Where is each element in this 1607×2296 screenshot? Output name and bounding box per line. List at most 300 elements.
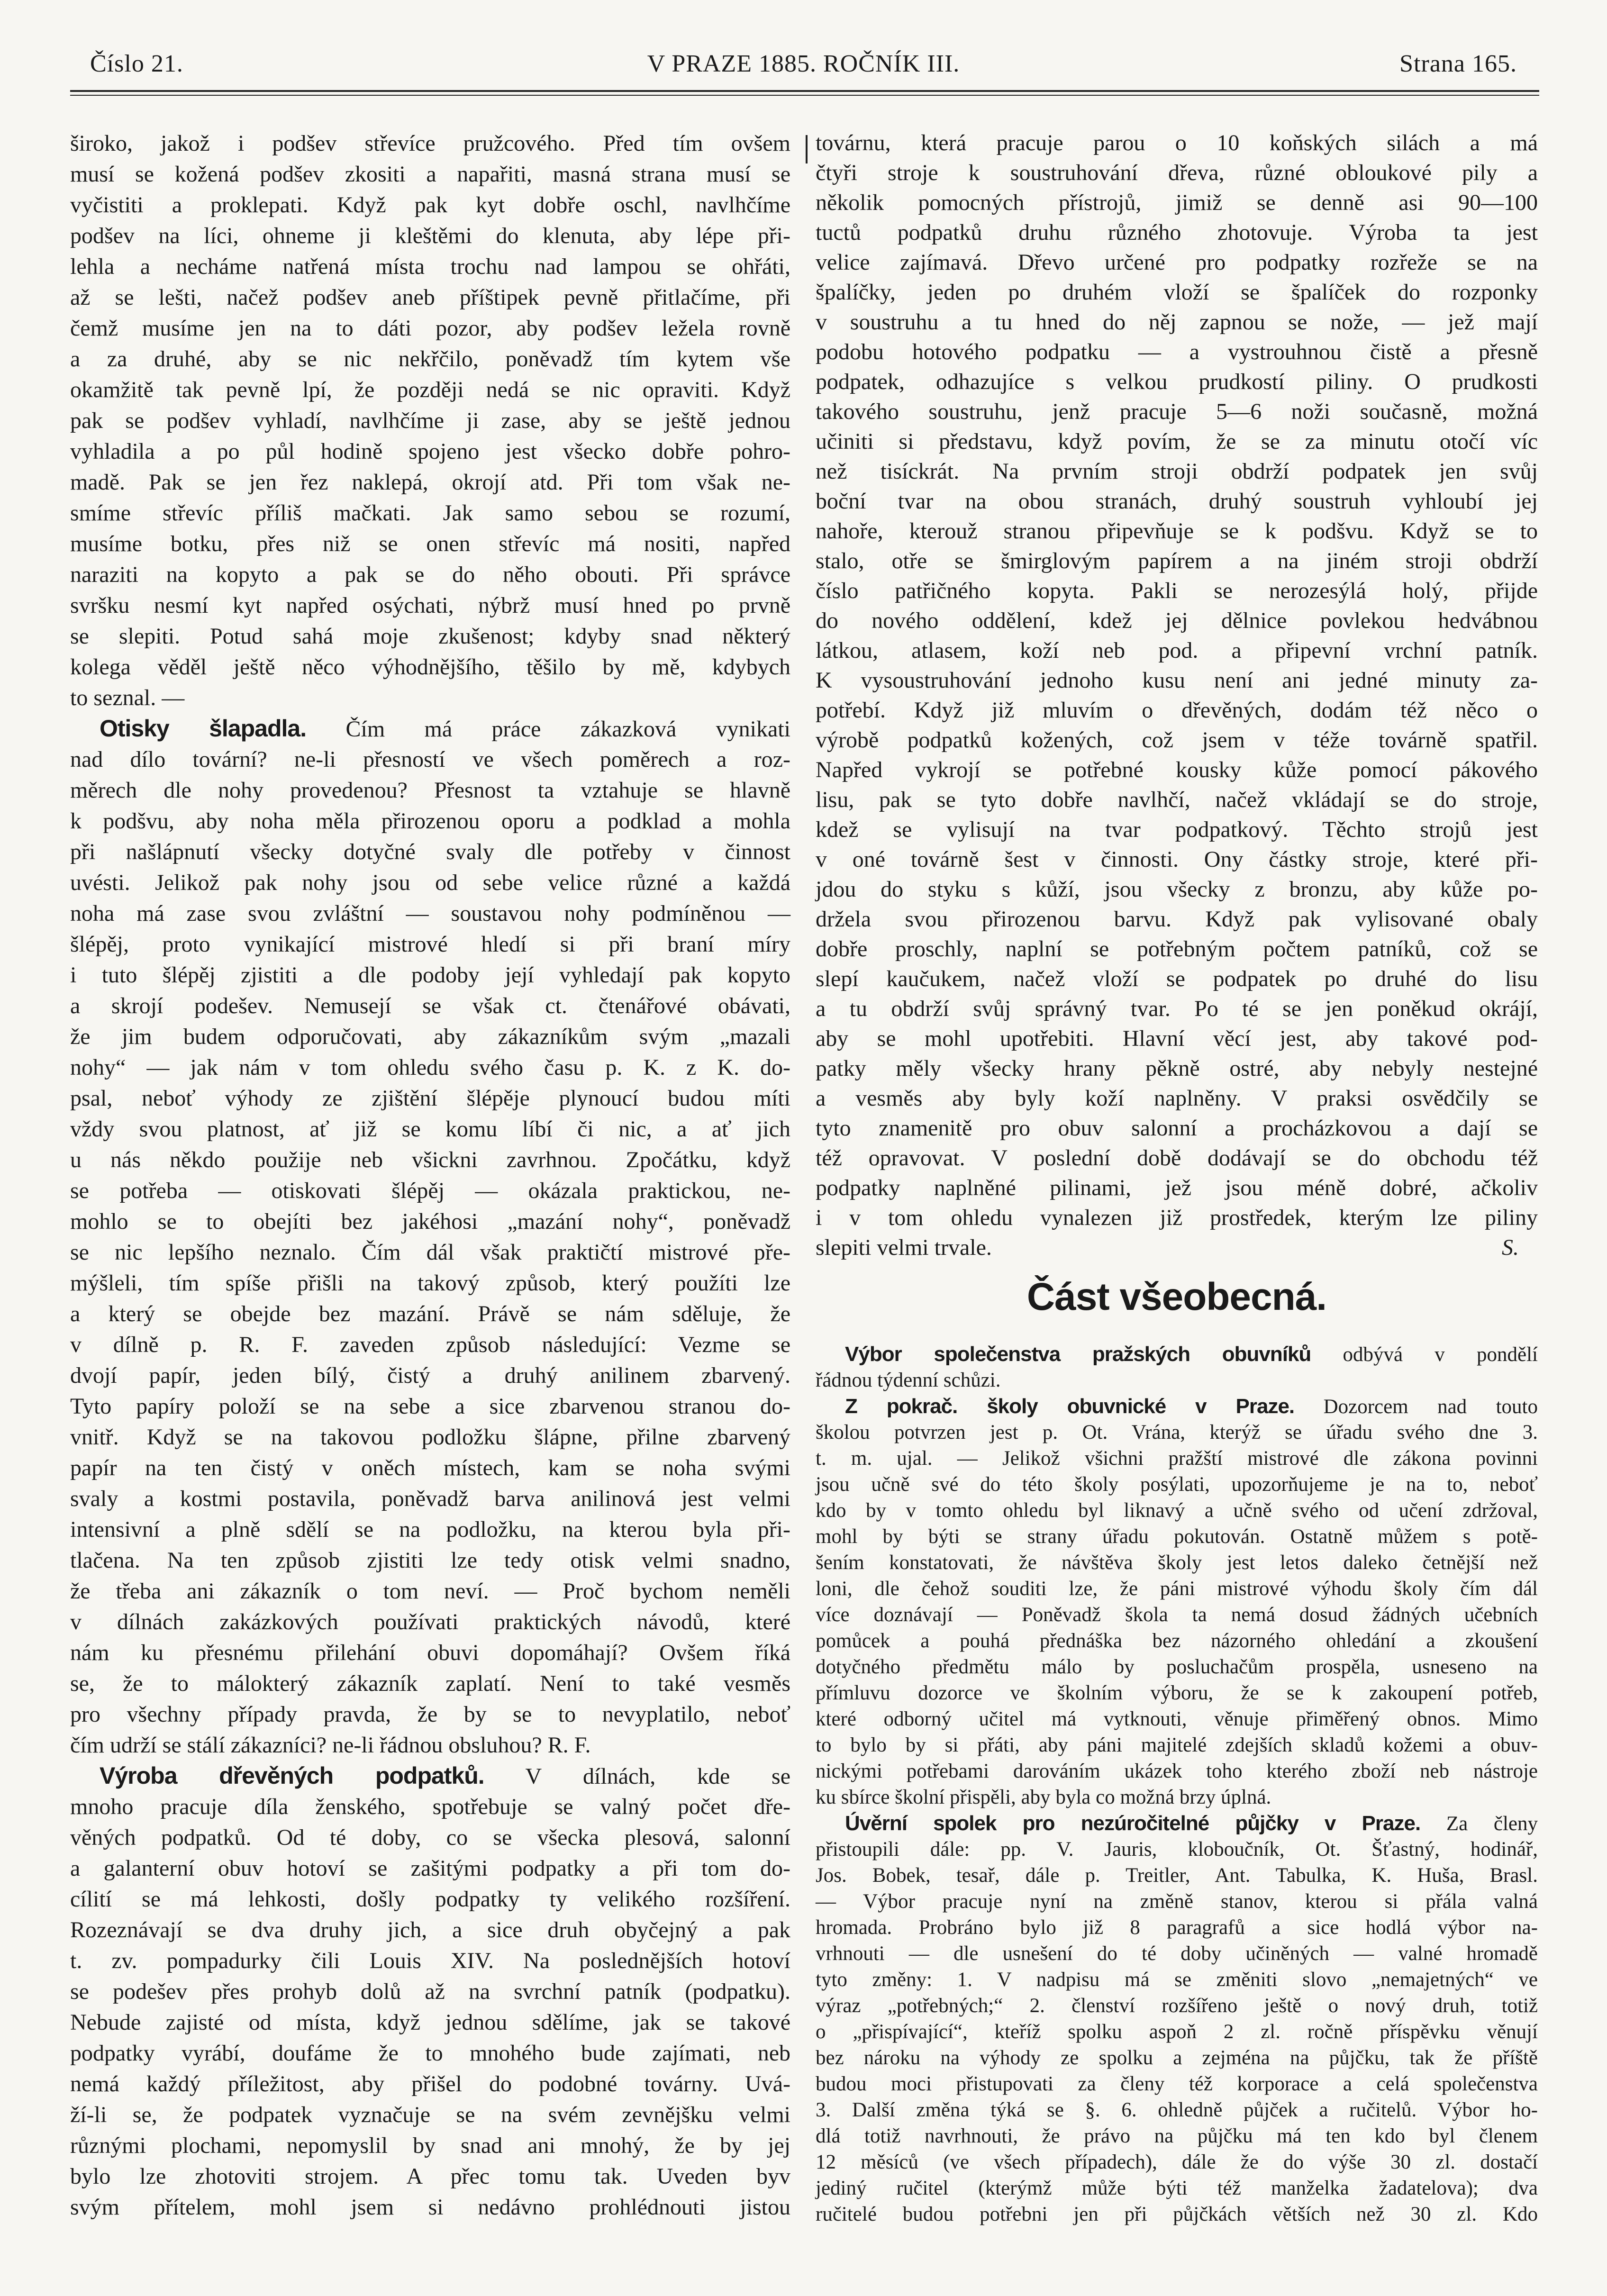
text-line: [816, 635, 1538, 665]
text-line: [816, 576, 1538, 606]
text-line: [70, 990, 790, 1021]
line-text: vnitř. Když se na takovou podložku šlápne, přilne zbarvený: [70, 1425, 790, 1450]
text-line: [70, 806, 790, 836]
line-text: i v tom ohledu vynalezen již prostředek, kterým lze piliny: [816, 1205, 1538, 1230]
line-text: u nás někdo použije neb všickni zavrhnou. Zpočátku, když: [70, 1147, 790, 1172]
line-text: psal, neboť výhody ze zjištění šlépěje plynoucí budou míti: [70, 1086, 790, 1111]
text-line: [816, 307, 1538, 337]
line-text: nickými potřebami darováním ukázek toho kterého zboží neb nástroje: [816, 1760, 1538, 1782]
line-text: mýšleli, tím spíše přišli na takový způsob, který použíti lze: [70, 1271, 790, 1296]
line-text: v dílně p. R. F. zaveden způsob následující: Vezme se: [70, 1332, 790, 1357]
text-line: [70, 1915, 790, 1945]
paragraph: [816, 1341, 1538, 1393]
line-text: kdo by v tomto ohledu byl liknavý a učně svého od učení zdržoval,: [816, 1499, 1538, 1522]
header-rule: [70, 90, 1539, 92]
line-text: vrhnouti — dle usnešení do té doby učiněných — valné hromadě: [816, 1942, 1538, 1965]
text-line: [816, 1233, 1538, 1262]
line-text: patky měly všecky hrany pěkně ostré, aby nebyly nestejné: [816, 1056, 1538, 1081]
text-line: [816, 1706, 1538, 1732]
text-line: [70, 251, 790, 282]
text-line: [816, 2097, 1538, 2123]
line-text: nad dílo tovární? ne-li přesností ve všech poměrech a roz-: [70, 747, 790, 772]
text-line: [70, 1606, 790, 1637]
text-line: [70, 436, 790, 467]
text-line: [70, 590, 790, 621]
line-text: než tisíckrát. Na prvním stroji obdrží podpatek jen svůj: [816, 459, 1538, 484]
line-text: odbývá v pondělí: [1311, 1343, 1538, 1366]
text-line: [816, 1602, 1538, 1628]
line-text: t. zv. pompadurky čili Louis XIV. Na poslednějších hotoví: [70, 1948, 790, 1973]
line-text: cílití se má lehkosti, došly podpatky ty velikého rozšíření.: [70, 1887, 790, 1912]
line-text: smíme střevíc příliš mačkati. Jak samo sebou se rozumí,: [70, 500, 790, 526]
text-line: [70, 1144, 790, 1175]
text-line: [70, 1298, 790, 1329]
text-line: [816, 2071, 1538, 2097]
line-text: též opravovat. V poslední době dodávají se do obchodu též: [816, 1145, 1538, 1171]
text-line: [816, 904, 1538, 934]
text-line: [70, 1884, 790, 1915]
paragraph-heading: Z pokrač. školy obuvnické v Praze.: [845, 1395, 1295, 1418]
paragraph: [816, 1393, 1538, 1810]
line-text: v soustruhu a tu hned do něj zapnou se nože, — jež mají: [816, 309, 1538, 335]
line-text: V dílnách, kde se: [484, 1764, 790, 1789]
text-line: [816, 1732, 1538, 1758]
text-line: [70, 374, 790, 405]
text-line: [70, 2069, 790, 2099]
text-line: [816, 815, 1538, 844]
line-text: budou moci přistupovati za členy též korporace a celá společenstva: [816, 2073, 1538, 2095]
line-text: při našlápnutí všecky dotyčné svaly dle potřeby v činnost: [70, 839, 790, 864]
line-text: musí se kožená podšev zkositi a napařiti, masná strana musí se: [70, 162, 790, 187]
text-line: [816, 367, 1538, 397]
text-line: [816, 1419, 1538, 1445]
line-text: Čím má práce zákazková vynikati: [306, 717, 790, 742]
text-line: [70, 528, 790, 559]
line-text: Za členy: [1420, 1813, 1538, 1835]
text-line: [70, 1206, 790, 1237]
line-text: jediný ručitel (kterýmž může býti též manželka žadatelova); dva: [816, 2177, 1538, 2199]
text-line: [816, 277, 1538, 307]
text-line: [70, 313, 790, 344]
text-line: [70, 1514, 790, 1545]
line-text: šením konstatovati, že návštěva školy jest letos daleko četnější než: [816, 1552, 1538, 1574]
line-text: tyto znamenitě pro obuv salonní a procházkovou a dají se: [816, 1116, 1538, 1141]
text-line: [70, 405, 790, 436]
line-text: Nebude zajisté od místa, když jednou sdělíme, jak se takové: [70, 2010, 790, 2035]
line-text: hromada. Probráno bylo již 8 paragrafů a sice hodlá výbor na-: [816, 1916, 1538, 1939]
line-text: loni, dle čehož souditi lze, že páni mistrové výhodu školy čím dál: [816, 1578, 1538, 1600]
line-text: intensivní a plně sdělí se na podložku, na kterou byla při-: [70, 1517, 790, 1542]
line-text: více doznávají — Poněvadž škola ta nemá dosud žádných učebních: [816, 1604, 1538, 1626]
line-text: mohl by býti se strany úřadu pokutován. Ostatně můžem s potě-: [816, 1525, 1538, 1548]
text-line: [70, 775, 790, 806]
text-line: [816, 1341, 1538, 1367]
text-line: [70, 1175, 790, 1206]
line-text: mohlo se to obejíti bez jakéhosi „mazání nohy“, poněvadž: [70, 1209, 790, 1234]
line-text: uvésti. Jelikož pak nohy jsou od sebe velice různé a každá: [70, 870, 790, 895]
line-text: do nového oddělení, kdež jej dělnice povlekou hedvábnou: [816, 608, 1538, 633]
line-text: jsou učně své do této školy posýlati, upozorňujeme je na to, neboť: [816, 1473, 1538, 1496]
text-line: [70, 498, 790, 528]
line-text: svým přítelem, mohl jsem si nedávno prohlédnouti jistou: [70, 2195, 790, 2220]
line-text: naraziti na kopyto a pak se do něho obouti. Při správce: [70, 562, 790, 587]
line-text: nám ku přesnému přilehání obuvi dopomáhají? Ovšem říká: [70, 1640, 790, 1665]
paragraph: [70, 1761, 790, 2223]
line-text: školou potvrzen jest p. Ot. Vrána, kterýž se úřadu svého dne 3.: [816, 1421, 1538, 1443]
line-text: nemá každý příležitost, aby přišel do podobné továrny. Uvá-: [70, 2071, 790, 2096]
text-line: [70, 344, 790, 374]
line-text: a který se obejde bez mazání. Právě se nám sděluje, že: [70, 1301, 790, 1326]
text-line: [70, 682, 790, 713]
line-text: věných podpatků. Od té doby, co se všecka plesová, salonní: [70, 1825, 790, 1850]
line-text: madě. Pak se jen řez naklepá, okrojí atd. Při tom však ne-: [70, 470, 790, 495]
line-text: bez nároku na výhody ze spolku a zejména na půjčku, tak že příště: [816, 2047, 1538, 2069]
line-text: 3. Další změna týká se §. 6. ohledně půjček a ručitelů. Výbor ho-: [816, 2099, 1538, 2121]
text-line: [70, 1422, 790, 1452]
text-line: [816, 1203, 1538, 1233]
text-line: [70, 2130, 790, 2161]
line-text: aby se mohl upotřebiti. Hlavní věcí jest, aby takové pod-: [816, 1026, 1538, 1051]
text-line: [816, 1758, 1538, 1784]
line-text: tuctů podpatků druhu různého zhotovuje. Výroba ta jest: [816, 220, 1538, 245]
text-line: [70, 1730, 790, 1761]
line-text: to seznal. —: [70, 685, 185, 710]
text-line: [70, 621, 790, 652]
text-line: [70, 1853, 790, 1884]
text-line: [70, 713, 790, 744]
paragraph: [70, 713, 790, 1761]
masthead-place-year: V PRAZE 1885. ROČNÍK III.: [647, 50, 960, 77]
text-line: [70, 1976, 790, 2007]
text-line: [816, 1024, 1538, 1053]
paragraph: [816, 1810, 1538, 2227]
line-text: učiniti si představu, když povím, že se za minutu otočí víc: [816, 429, 1538, 454]
text-line: [816, 456, 1538, 486]
line-text: šlépěj, proto vynikající mistrové hledí si při braní míry: [70, 932, 790, 957]
line-text: pro všechny případy pravda, že by se to nevyplatilo, neboť: [70, 1702, 790, 1727]
text-line: [816, 1143, 1538, 1173]
line-text: dotyčného předmětu málo by posluchačům prospěla, usneseno na: [816, 1656, 1538, 1678]
text-line: [70, 159, 790, 190]
text-line: [816, 1524, 1538, 1550]
line-text: lisu, pak se tyto dobře navlhčí, načež vkládají se do stroje,: [816, 787, 1538, 812]
text-line: [70, 1945, 790, 1976]
line-text: že jim budem odporučovati, aby zákazníkům svým „mazali: [70, 1024, 790, 1049]
line-text: nahoře, kterouž stranou připevňuje se k podšvu. Když se to: [816, 518, 1538, 544]
line-text: továrnu, která pracuje parou o 10 koňských silách a má: [816, 130, 1538, 155]
line-text: kdež se vylisují na tvar podpatkový. Těchto strojů jest: [816, 817, 1538, 842]
text-line: [70, 744, 790, 775]
text-line: [816, 1628, 1538, 1654]
text-line: [816, 1784, 1538, 1810]
line-text: držela svou přirozenou barvu. Když pak vylisované obaly: [816, 907, 1538, 932]
text-line: [816, 1053, 1538, 1083]
line-text: Dozorcem nad touto: [1294, 1396, 1538, 1418]
paragraph: [816, 128, 1538, 1262]
line-text: i tuto šlépěj zjistiti a dle podoby její vyhledají pak kopyto: [70, 962, 790, 988]
text-line: [816, 2149, 1538, 2175]
line-text: 12 měsíců (ve všech případech), dále že do výše 30 zl. dostačí: [816, 2151, 1538, 2173]
text-line: [816, 397, 1538, 427]
line-text: široko, jakož i podšev střevíce pružcového. Před tím ovšem: [70, 131, 790, 156]
line-text: K vysoustruhování jednoho kusu není ani jedné minuty za-: [816, 668, 1538, 693]
text-line: [70, 1052, 790, 1083]
text-line: [816, 785, 1538, 815]
text-line: [70, 1268, 790, 1298]
news-column: [816, 1341, 1538, 2227]
text-line: [816, 427, 1538, 456]
text-line: [70, 2192, 790, 2223]
text-line: [70, 1083, 790, 1114]
text-line: [70, 2038, 790, 2069]
text-line: [70, 220, 790, 251]
text-line: [816, 1471, 1538, 1497]
text-line: [70, 128, 790, 159]
text-line: [816, 665, 1538, 695]
line-text: lehla a necháme natřená místa trochu nad lampou se ohřáti,: [70, 254, 790, 279]
line-text: výraz „potřebných;“ 2. členství rozšířeno ještě o nový druh, totiž: [816, 1995, 1538, 2017]
text-line: [70, 867, 790, 898]
line-text: svaly a kostmi postavila, poněvadž barva anilinová jest velmi: [70, 1486, 790, 1511]
text-line: [816, 1941, 1538, 1967]
text-line: [70, 1791, 790, 1822]
line-text: až se lešti, načež podšev aneb příštipek pevně přitlačíme, při: [70, 285, 790, 310]
text-line: [70, 1329, 790, 1360]
text-line: [816, 2175, 1538, 2201]
text-line: [70, 1237, 790, 1268]
paragraph-heading: Úvěrní spolek pro nezúročitelné půjčky v Praze.: [845, 1812, 1421, 1835]
line-text: jdou do styku s kůží, jsou všecky z bronzu, aby kůže po-: [816, 877, 1538, 902]
paragraph-heading: Výbor společenstva pražských obuvníků: [845, 1343, 1311, 1366]
line-text: čtyři stroje k soustruhování dřeva, různé obloukové pily a: [816, 160, 1538, 185]
line-text: kolega věděl ještě něco výhodnějšího, těšilo by mě, kdybych: [70, 654, 790, 680]
paragraph: [70, 128, 790, 713]
text-line: [816, 874, 1538, 904]
line-text: výrobě podpatků kožených, což jsem v téže továrně spatřil.: [816, 727, 1538, 753]
text-line: [70, 467, 790, 498]
text-line: [816, 1967, 1538, 1993]
line-text: přímluvu dozorce ve školním výboru, že se k zakoupení potřeb,: [816, 1682, 1538, 1704]
text-line: [816, 188, 1538, 218]
line-text: ží-li se, že podpatek vyznačuje se na svém zevnějšku velmi: [70, 2102, 790, 2127]
text-line: [816, 1888, 1538, 1915]
text-line: [70, 1668, 790, 1699]
line-text: podpatek, odhazujíce s velkou prudkostí piliny. O prudkosti: [816, 369, 1538, 394]
line-text: to bylo by si přáti, aby páni majitelé zdejších skladů kožemi a obuv-: [816, 1734, 1538, 1756]
text-line: [816, 247, 1538, 277]
line-text: boční tvar na obou stranách, druhý soustruh vyhloubí jej: [816, 489, 1538, 514]
text-line: [816, 1993, 1538, 2019]
line-text: okamžitě tak pevně lpí, že později nedá se nic opraviti. Když: [70, 377, 790, 402]
text-line: [70, 1360, 790, 1391]
text-line: [816, 1367, 1538, 1393]
text-line: [816, 1445, 1538, 1471]
line-text: potřebí. Když již mluvím o dřevěných, dodám též něco o: [816, 698, 1538, 723]
line-text: čemž musíme jen na to dáti pozor, aby podšev ležela rovně: [70, 316, 790, 341]
line-text: přistoupili dále: pp. V. Jauris, kloboučník, Ot. Šťastný, hodinář,: [816, 1838, 1538, 1860]
line-text: o „přispívající“, kteříž spolku aspoň 2 zl. ročně příspěvku věnují: [816, 2021, 1538, 2043]
line-text: špalíčky, jeden po druhém vloží se špalíček do rozponky: [816, 280, 1538, 305]
text-line: [816, 1836, 1538, 1862]
line-text: se potřeba — otiskovati šlépěj — okázala praktickou, ne-: [70, 1178, 790, 1203]
text-line: [816, 1680, 1538, 1706]
text-line: [816, 725, 1538, 755]
line-text: podpatky naplněné pilinami, jež jsou méně dobré, ačkoliv: [816, 1175, 1538, 1200]
line-text: ručitelé budou potřebni jen při půjčkách větších než 30 zl. Kdo: [816, 2203, 1538, 2225]
line-text: řádnou týdenní schůzi.: [816, 1369, 1001, 1391]
line-text: a tu obdrží svůj správný tvar. Po té se jen poněkud okrájí,: [816, 996, 1538, 1021]
line-text: musíme botku, přes niž se onen střevíc má nositi, napřed: [70, 531, 790, 556]
line-text: Napřed vykrojí se potřebné kousky kůže pomocí pákového: [816, 757, 1538, 782]
line-text: — Výbor pracuje nyní na změně stanov, kterou si přála valná: [816, 1890, 1538, 1913]
line-text: dobře proschly, naplní se potřebným počtem patníků, což se: [816, 936, 1538, 962]
text-line: [816, 1550, 1538, 1576]
left-column: [70, 128, 790, 2223]
text-line: [816, 1173, 1538, 1203]
line-text: vyhladila a po půl hodině spojeno jest všecko dobře pohro-: [70, 439, 790, 464]
line-text: látkou, atlasem, koží neb pod. a připevní vrchní patník.: [816, 638, 1538, 663]
line-text: pomůcek a pouhá přednáška bez názorného ohledání a zkoušení: [816, 1630, 1538, 1652]
text-line: [816, 2019, 1538, 2045]
line-text: k podšvu, aby noha měla přirozenou oporu a podklad a mohla: [70, 808, 790, 834]
line-text: ku sbírce školní přispěli, aby byla co možná brzy úplná.: [816, 1786, 1271, 1808]
text-line: [816, 1654, 1538, 1680]
line-text: Rozeznávají se dva druhy jich, a sice druh obyčejný a pak: [70, 1917, 790, 1942]
line-text: se nic lepšího neznalo. Čím dál však praktičtí mistrové pře-: [70, 1240, 790, 1265]
line-text: noha má zase svou zvláštní — soustavou nohy podmíněnou —: [70, 901, 790, 926]
line-text: stalo, otře se šmirglovým papírem a na jiném stroji obdrží: [816, 548, 1538, 573]
text-line: [816, 218, 1538, 247]
right-column: [816, 128, 1538, 1262]
line-text: vyčistiti a proklepati. Když pak kyt dobře oschl, navlhčíme: [70, 192, 790, 218]
line-text: několik pomocných přístrojů, jimiž se denně asi 90—100: [816, 190, 1538, 215]
text-line: [816, 695, 1538, 725]
line-text: bylo lze zhotoviti strojem. A přec tomu tak. Uveden byv: [70, 2164, 790, 2189]
line-text: takového soustruhu, jenž pracuje 5—6 noži současně, možná: [816, 399, 1538, 424]
text-line: [70, 836, 790, 867]
column-separator: [806, 135, 808, 163]
text-line: [816, 964, 1538, 994]
text-line: [816, 994, 1538, 1024]
text-line: [70, 282, 790, 313]
line-text: t. m. ujal. — Jelikož všichni pražští mistrové dle zákona povinni: [816, 1447, 1538, 1470]
line-text: se slepiti. Potud sahá moje zkušenost; kdyby snad některý: [70, 624, 790, 649]
line-text: různými plochami, nepomyslil by snad ani mnohý, že by jej: [70, 2133, 790, 2158]
text-line: [816, 1915, 1538, 1941]
line-text: v oné továrně šest v činnosti. Ony částky stroje, které při-: [816, 847, 1538, 872]
line-text: čím udrží se stálí zákazníci? ne-li řádnou obsluhou? R. F.: [70, 1733, 591, 1758]
text-line: [816, 2123, 1538, 2149]
text-line: [70, 1114, 790, 1144]
text-line: [816, 516, 1538, 546]
line-text: dlá totiž navrhnouti, že právo na půjčku má ten kdo byl členem: [816, 2125, 1538, 2147]
line-text: v dílnách zakázkových používati praktických návodů, které: [70, 1609, 790, 1634]
text-line: [70, 2007, 790, 2038]
line-text: Jos. Bobek, tesař, dále p. Treitler, Ant. Tabulka, K. Huša, Brasl.: [816, 1864, 1538, 1887]
text-line: [70, 1483, 790, 1514]
text-line: [70, 1699, 790, 1730]
text-line: [816, 844, 1538, 874]
page-number: Strana 165.: [1399, 50, 1517, 77]
text-line: [816, 1810, 1538, 1836]
line-text: a vesměs aby byly koží naplněny. V praksi osvědčily se: [816, 1086, 1538, 1111]
line-text: a skrojí podešev. Nemusejí se však ct. čtenářové obávati,: [70, 993, 790, 1018]
text-line: [70, 960, 790, 990]
line-text: pak se podšev vyhladí, navlhčíme ji zase, aby se ještě jednou: [70, 408, 790, 433]
text-line: [70, 929, 790, 960]
line-text: podšev na líci, ohneme ji kleštěmi do klenuta, aby lépe při-: [70, 223, 790, 248]
line-text: tyto změny: 1. V nadpisu má se změniti slovo „nemajetných“ ve: [816, 1969, 1538, 1991]
line-text: nohy“ — jak nám v tom ohledu svého času p. K. z K. do-: [70, 1055, 790, 1080]
text-line: [816, 337, 1538, 367]
line-text: číslo patřičného kopyta. Pakli se nerozesýlá holý, přijde: [816, 578, 1538, 603]
text-line: [816, 1497, 1538, 1524]
line-text: papír na ten čistý v oněch místech, kam se noha svými: [70, 1455, 790, 1480]
text-line: [70, 898, 790, 929]
text-line: [70, 1391, 790, 1422]
text-line: [816, 1576, 1538, 1602]
text-line: [816, 606, 1538, 635]
text-line: [70, 1637, 790, 1668]
line-text: podpatky vyrábí, doufáme že to mnohého bude zajímati, neb: [70, 2041, 790, 2066]
line-text: velice zajímavá. Dřevo určené pro podpatky rozřeže se na: [816, 250, 1538, 275]
paragraph-heading: Otisky šlapadla.: [100, 715, 307, 742]
line-text: dvojí papír, jeden bílý, čistý a druhý anilinem zbarvený.: [70, 1363, 790, 1388]
text-line: [816, 934, 1538, 964]
line-text: mnoho pracuje díla ženského, spotřebuje se valný počet dře-: [70, 1794, 790, 1819]
text-line: [816, 2201, 1538, 2227]
line-text: slepí kaučukem, načež vloží se podpatek po druhé do lisu: [816, 966, 1538, 991]
line-text: které odborný učitel má vytknouti, věnuje přiměřený obnos. Mimo: [816, 1708, 1538, 1730]
text-line: [816, 1862, 1538, 1888]
line-text: vždy svou platnost, ať již se komu líbí či nic, a ať jich: [70, 1116, 790, 1142]
issue-number: Číslo 21.: [90, 50, 183, 77]
text-line: [816, 2045, 1538, 2071]
text-line: [70, 652, 790, 682]
line-text: měrech dle nohy provedenou? Přesnost ta vztahuje se hlavně: [70, 778, 790, 803]
line-text: Tyto papíry položí se na sebe a sice zbarvenou stranou do-: [70, 1394, 790, 1419]
line-text: tlačena. Na ten způsob zjistiti lze tedy otisk velmi snadno,: [70, 1548, 790, 1573]
text-line: [816, 486, 1538, 516]
text-line: [816, 546, 1538, 576]
text-line: [70, 1021, 790, 1052]
line-text: že třeba ani zákazník o tom neví. — Proč bychom neměli: [70, 1579, 790, 1604]
text-line: [816, 755, 1538, 785]
line-text: podobu hotového podpatku — a vystrouhnou čistě a přesně: [816, 339, 1538, 364]
line-text: a za druhé, aby se nic nekřčilo, poněvadž tím kytem vše: [70, 346, 790, 372]
text-line: [70, 559, 790, 590]
paragraph-heading: Výroba dřevěných podpatků.: [100, 1762, 484, 1789]
text-line: [70, 1576, 790, 1606]
text-line: [70, 2161, 790, 2192]
text-line: [70, 1761, 790, 1791]
line-text: slepiti velmi trvale.: [816, 1235, 992, 1260]
text-line: [816, 1083, 1538, 1113]
text-line: [70, 1822, 790, 1853]
line-text: se, že to málokterý zákazník zaplatí. Není to také vesměs: [70, 1671, 790, 1696]
header-rule: [70, 95, 1539, 96]
line-text: se podešev přes prohyb dolů až na svrchní patník (podpatku).: [70, 1979, 790, 2004]
line-text: a galanterní obuv hotoví se zašitými podpatky a při tom do-: [70, 1856, 790, 1881]
author-signature: S.: [1502, 1235, 1519, 1260]
text-line: [816, 128, 1538, 158]
text-line: [70, 2099, 790, 2130]
section-title: Část všeobecná.: [1026, 1275, 1327, 1318]
text-line: [816, 158, 1538, 188]
text-line: [816, 1393, 1538, 1419]
line-text: svršku nesmí kyt napřed osýchati, nýbrž musí hned po prvně: [70, 593, 790, 618]
text-line: [70, 190, 790, 220]
